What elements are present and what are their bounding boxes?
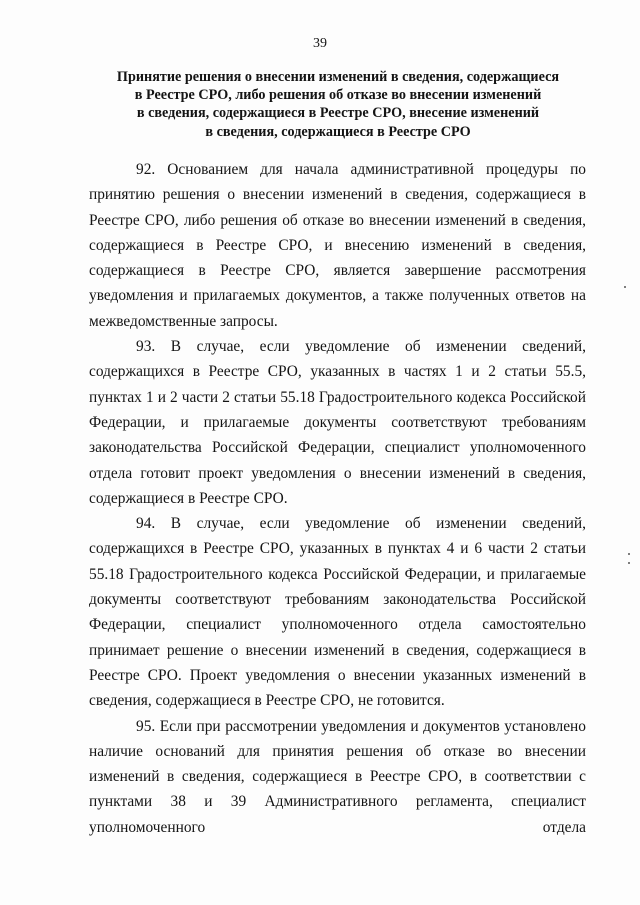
scan-speck: [624, 286, 626, 288]
paragraph-95: 95. Если при рассмотрении уведомления и документов установлено наличие оснований для принятия решения об отказе во внесении изменений в сведения, содержащиеся в Реестре СРО, в соответствии с пунктами 38 и 39 Административного регламента, специалист уполномоченного отдела: [89, 717, 586, 836]
document-body: [89, 157, 586, 840]
heading-line: в сведения, содержащиеся в Реестре СРО, внесение изменений: [136, 105, 540, 122]
scan-speck: [628, 562, 630, 564]
page-number: 39: [313, 36, 327, 51]
scan-speck: [628, 553, 630, 555]
section-heading: [88, 68, 588, 141]
paragraph-94: 94. В случае, если уведомление об изменении сведений, содержащихся в Реестре СРО, указанных в пунктах 4 и 6 части 2 статьи 55.18 Градостроительного кодекса Российской Федерации, и прилагаемые документы соответствуют требованиям законодательства Российской Федерации, специалист уполномоченного отдела самостоятельно принимает решение о внесении изменений в сведения, содержащиеся в Реестре СРО. Проект уведомления о внесении указанных изменений в сведения, содержащиеся в Реестре СРО, не готовится.: [89, 515, 586, 710]
heading-line: в Реестре СРО, либо решения об отказе во внесении изменений: [134, 87, 542, 104]
paragraph-93: 93. В случае, если уведомление об изменении сведений, содержащихся в Реестре СРО, указанных в частях 1 и 2 статьи 55.5, пунктах 1 и 2 части 2 статьи 55.18 Градостроительного кодекса Российской Федерации, и прилагаемые документы соответствуют требованиям законодательства Российской Федерации, специалист уполномоченного отдела готовит проект уведомления о внесении изменений в сведения, содержащиеся в Реестре СРО.: [89, 338, 586, 507]
heading-line: в сведения, содержащиеся в Реестре СРО: [205, 123, 471, 140]
heading-line: Принятие решения о внесении изменений в сведения, содержащиеся: [116, 69, 560, 85]
paragraph-92: 92. Основанием для начала административной процедуры по принятию решения о внесении изменений в сведения, содержащиеся в Реестре СРО, либо решения об отказе во внесении изменений в сведения, содержащиеся в Реестре СРО, и внесению изменений в сведения, содержащиеся в Реестре СРО, является завершение рассмотрения уведомления и прилагаемых документов, а также полученных ответов на межведомственные запросы.: [89, 161, 586, 330]
